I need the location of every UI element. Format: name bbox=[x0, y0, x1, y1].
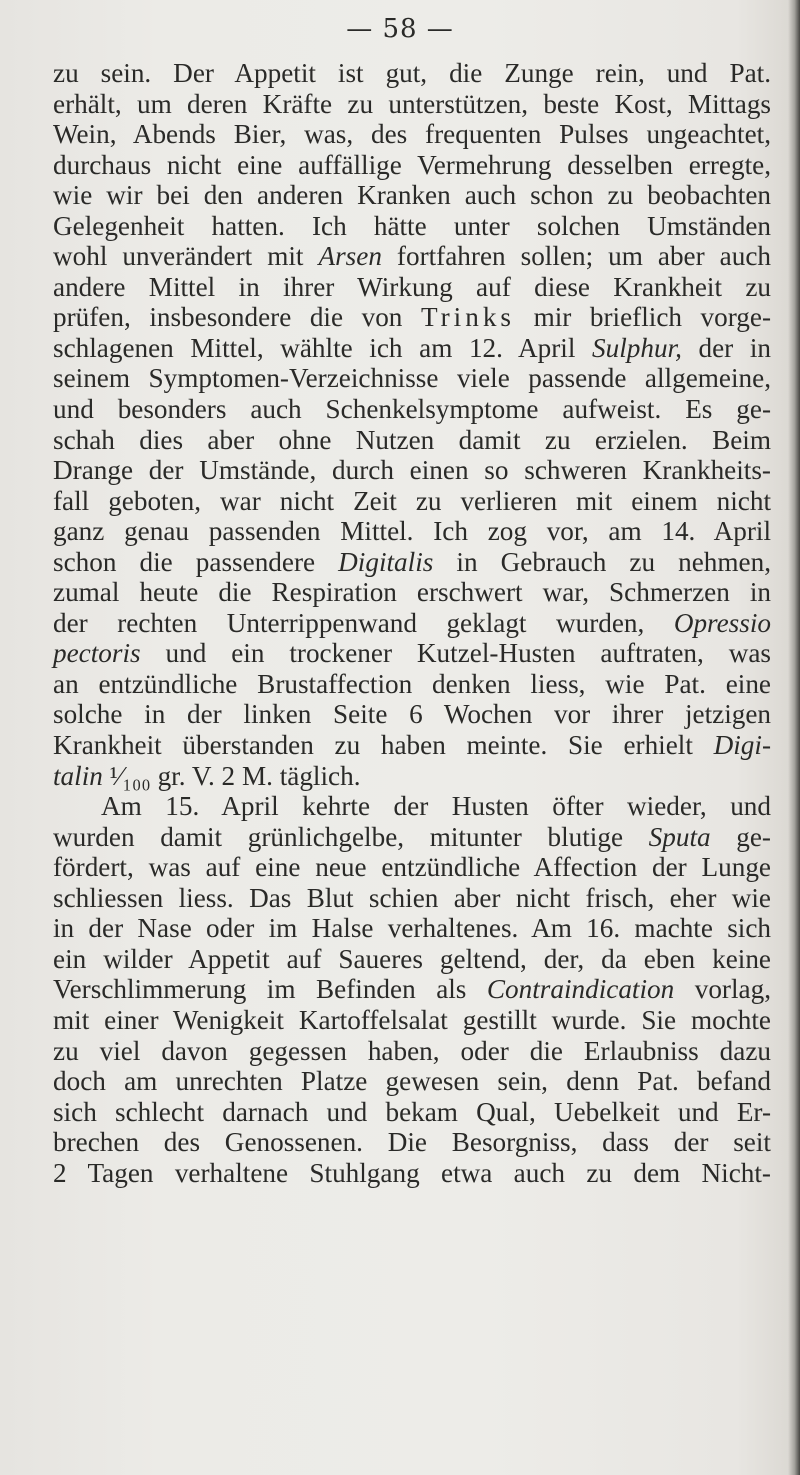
text-segment: und besonders auch Schenkelsymptome aufweist. Es ge- bbox=[53, 394, 771, 425]
text-line bbox=[53, 547, 771, 578]
text-segment: prüfen, insbesondere die von bbox=[53, 302, 421, 333]
text-segment: mir brieflich vorge- bbox=[515, 302, 772, 333]
text-segment: solche in der linken Seite 6 Wochen vor ihrer jetzigen bbox=[53, 699, 771, 730]
italic-term: Opressio bbox=[673, 607, 771, 638]
text-line bbox=[53, 822, 771, 853]
text-segment: zu sein. Der Appetit ist gut, die Zunge rein, und Pat. bbox=[53, 58, 771, 88]
text-line bbox=[53, 730, 771, 761]
text-segment: fördert, was auf eine neue entzündliche Affection der Lunge bbox=[53, 852, 771, 883]
text-line bbox=[53, 150, 771, 181]
italic-term: Sulphur, bbox=[592, 332, 682, 363]
text-segment: Verschlimmerung im Befinden als bbox=[53, 974, 487, 1005]
text-line bbox=[53, 852, 771, 883]
text-line bbox=[53, 333, 771, 364]
text-segment: sich schlecht darnach und bekam Qual, Uebelkeit und Er- bbox=[53, 1096, 771, 1127]
italic-term: Contraindication bbox=[486, 974, 675, 1005]
text-segment: in Gebrauch zu nehmen, bbox=[433, 546, 771, 577]
text-segment: brechen des Genossenen. Die Besorgniss, dass der seit bbox=[53, 1127, 771, 1158]
text-line bbox=[53, 302, 771, 333]
italic-term: Sputa bbox=[648, 821, 711, 852]
text-line bbox=[53, 1097, 771, 1128]
text-segment: zu viel davon gegessen haben, oder die Erlaubniss dazu bbox=[53, 1035, 771, 1066]
text-segment: an entzündliche Brustaffection denken liess, wie Pat. eine bbox=[53, 668, 771, 699]
text-line bbox=[53, 883, 771, 914]
italic-term: Digitalis bbox=[338, 546, 434, 577]
text-line bbox=[53, 58, 771, 89]
text-line bbox=[53, 669, 771, 700]
text-line bbox=[53, 211, 771, 242]
text-segment: mit einer Wenigkeit Kartoffelsalat gestillt wurde. Sie mochte bbox=[53, 1004, 771, 1035]
text-segment: schliessen liess. Das Blut schien aber nicht frisch, eher wie bbox=[53, 882, 771, 913]
italic-term: talin bbox=[53, 760, 103, 791]
text-segment: Wein, Abends Bier, was, des frequenten Pulses ungeachtet, bbox=[53, 119, 771, 150]
text-segment: fall geboten, war nicht Zeit zu verlieren mit einem nicht bbox=[53, 485, 771, 516]
text-segment: Krankheit überstanden zu haben meinte. Sie erhielt bbox=[53, 730, 714, 761]
text-segment: 2 Tagen verhaltene Stuhlgang etwa auch zu dem Nicht- bbox=[53, 1157, 771, 1188]
text-line bbox=[53, 944, 771, 975]
text-segment: wohl unverändert mit bbox=[53, 241, 319, 272]
body-text bbox=[53, 58, 771, 1188]
page-number: — 58 — bbox=[346, 14, 454, 44]
text-segment: wurden damit grünlichgelbe, mitunter blutige bbox=[53, 821, 649, 852]
text-line bbox=[53, 89, 771, 120]
text-line bbox=[53, 516, 771, 547]
text-line bbox=[53, 455, 771, 486]
italic-term: Arsen bbox=[318, 241, 382, 272]
text-line bbox=[53, 394, 771, 425]
text-segment: erhält, um deren Kräfte zu unterstützen, beste Kost, Mittags bbox=[53, 88, 771, 119]
text-line bbox=[53, 974, 771, 1005]
text-segment: Am 15. April kehrte der Husten öfter wieder, und bbox=[101, 791, 771, 822]
text-segment: vorlag, bbox=[674, 974, 771, 1005]
text-segment: wie wir bei den anderen Kranken auch schon zu beobachten bbox=[53, 180, 771, 211]
text-segment: seinem Symptomen-Verzeichnisse viele passende allgemeine, bbox=[53, 363, 771, 394]
text-segment: schlagenen Mittel, wählte ich am 12. April bbox=[53, 332, 593, 363]
text-line bbox=[53, 272, 771, 303]
text-line bbox=[53, 577, 771, 608]
text-line bbox=[53, 699, 771, 730]
text-segment: der in bbox=[681, 332, 771, 363]
page-edge-shadow bbox=[788, 0, 800, 1475]
text-segment: ein wilder Appetit auf Saueres geltend, der, da eben keine bbox=[53, 943, 771, 974]
text-line bbox=[53, 638, 771, 669]
text-segment: zumal heute die Respiration erschwert war, Schmerzen in bbox=[53, 577, 771, 608]
text-segment: durchaus nicht eine auffällige Vermehrung desselben erregte, bbox=[53, 149, 771, 180]
text-line bbox=[53, 761, 771, 792]
text-segment: ¹⁄₁₀₀ gr. V. 2 M. täglich. bbox=[102, 760, 361, 791]
text-line bbox=[53, 1158, 771, 1189]
text-segment: Drange der Umstände, durch einen so schweren Krankheits- bbox=[53, 455, 771, 486]
text-line bbox=[53, 425, 771, 456]
italic-term: pectoris bbox=[53, 638, 141, 669]
text-line bbox=[53, 119, 771, 150]
text-segment: schah dies aber ohne Nutzen damit zu erzielen. Beim bbox=[53, 424, 771, 455]
text-segment: der rechten Unterrippenwand geklagt wurden, bbox=[53, 607, 674, 638]
text-line bbox=[53, 1127, 771, 1158]
text-segment: ganz genau passenden Mittel. Ich zog vor, am 14. April bbox=[53, 516, 771, 547]
text-line bbox=[53, 1005, 771, 1036]
text-segment: fortfahren sollen; um aber auch bbox=[381, 241, 771, 272]
text-segment: und ein trockener Kutzel-Husten auftraten, was bbox=[140, 638, 771, 669]
spaced-name: Trinks bbox=[420, 302, 515, 333]
italic-term: Digi- bbox=[713, 730, 771, 761]
text-line bbox=[53, 241, 771, 272]
text-segment: Gelegenheit hatten. Ich hätte unter solchen Umständen bbox=[53, 210, 771, 241]
text-line bbox=[53, 1036, 771, 1067]
text-segment: andere Mittel in ihrer Wirkung auf diese Krankheit zu bbox=[53, 271, 771, 302]
text-segment: doch am unrechten Platze gewesen sein, denn Pat. befand bbox=[53, 1066, 771, 1097]
text-segment: ge- bbox=[710, 821, 771, 852]
text-segment: in der Nase oder im Halse verhaltenes. Am 16. machte sich bbox=[53, 913, 771, 944]
text-segment: schon die passendere bbox=[53, 546, 339, 577]
text-line bbox=[53, 363, 771, 394]
text-line bbox=[53, 486, 771, 517]
text-line bbox=[53, 180, 771, 211]
text-line bbox=[53, 913, 771, 944]
text-line bbox=[53, 791, 771, 822]
text-line bbox=[53, 608, 771, 639]
text-line bbox=[53, 1066, 771, 1097]
